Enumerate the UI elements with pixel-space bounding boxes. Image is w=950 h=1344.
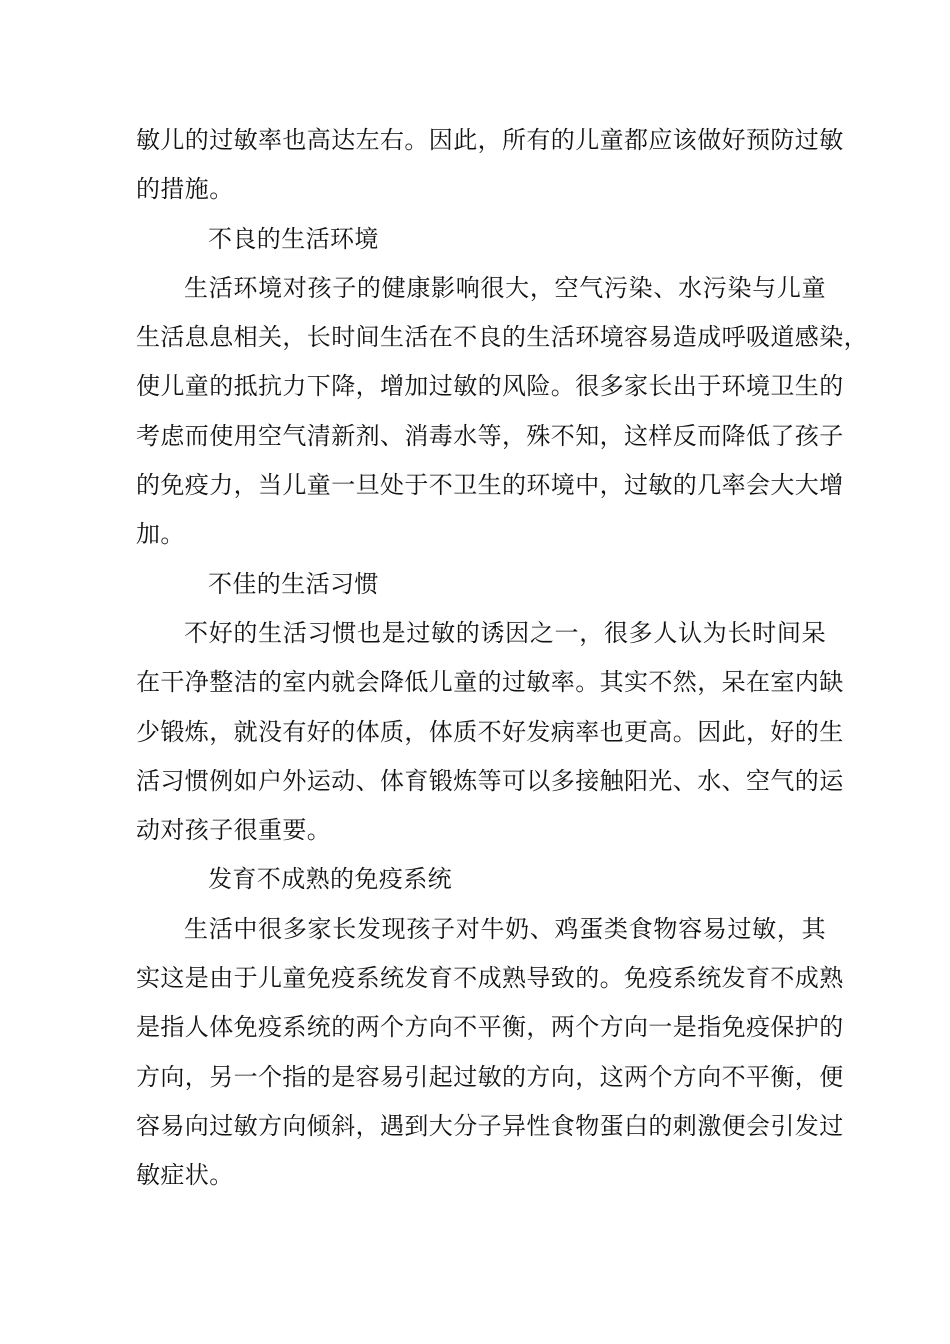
text-line: 方向，另一个指的是容易引起过敏的方向，这两个方向不平衡，便 — [136, 1062, 844, 1091]
text-line: 敏儿的过敏率也高达左右。因此，所有的儿童都应该做好预防过敏 — [136, 126, 844, 154]
text-line: 不好的生活习惯也是过敏的诱因之一，很多人认为长时间呆 — [184, 618, 826, 647]
text-line: 考虑而使用空气清新剂、消毒水等，殊不知，这样反而降低了孩子 — [136, 421, 844, 450]
text-line: 实这是由于儿童免疫系统发育不成熟导致的。免疫系统发育不成熟 — [136, 964, 844, 993]
section-heading-living-environment: 不良的生活环境 — [208, 224, 379, 253]
paragraph-living-environment — [136, 264, 868, 560]
section-heading-living-habits: 不佳的生活习惯 — [208, 569, 379, 598]
text-line: 的措施。 — [136, 175, 234, 204]
text-line: 生活中很多家长发现孩子对牛奶、鸡蛋类食物容易过敏，其 — [184, 914, 826, 943]
text-line: 生活环境对孩子的健康影响很大，空气污染、水污染与儿童 — [184, 273, 826, 302]
text-line: 动对孩子很重要。 — [136, 816, 332, 845]
text-line: 容易向过敏方向倾斜，遇到大分子异性食物蛋白的刺激便会引发过 — [136, 1111, 844, 1140]
text-line: 活习惯例如户外运动、体育锻炼等可以多接触阳光、水、空气的运 — [136, 766, 844, 795]
paragraph-immune-system — [136, 905, 844, 1201]
text-line: 少锻炼，就没有好的体质，体质不好发病率也更高。因此，好的生 — [136, 717, 844, 746]
text-line: 的免疫力，当儿童一旦处于不卫生的环境中，过敏的几率会大大增 — [136, 471, 844, 500]
document-body — [136, 116, 868, 1201]
text-line: 是指人体免疫系统的两个方向不平衡，两个方向一是指免疫保护的 — [136, 1013, 844, 1042]
paragraph-living-habits — [136, 609, 844, 855]
section-heading-immune-system: 发育不成熟的免疫系统 — [208, 865, 452, 894]
text-line: 敏症状。 — [136, 1161, 234, 1190]
text-line: 使儿童的抵抗力下降，增加过敏的风险。很多家长出于环境卫生的 — [136, 372, 844, 401]
paragraph-continuation — [136, 116, 844, 215]
text-line: 生活息息相关，长时间生活在不良的生活环境容易造成呼吸道感染， — [136, 323, 868, 352]
text-line: 加。 — [136, 520, 185, 549]
text-line: 在干净整洁的室内就会降低儿童的过敏率。其实不然，呆在室内缺 — [136, 668, 844, 697]
